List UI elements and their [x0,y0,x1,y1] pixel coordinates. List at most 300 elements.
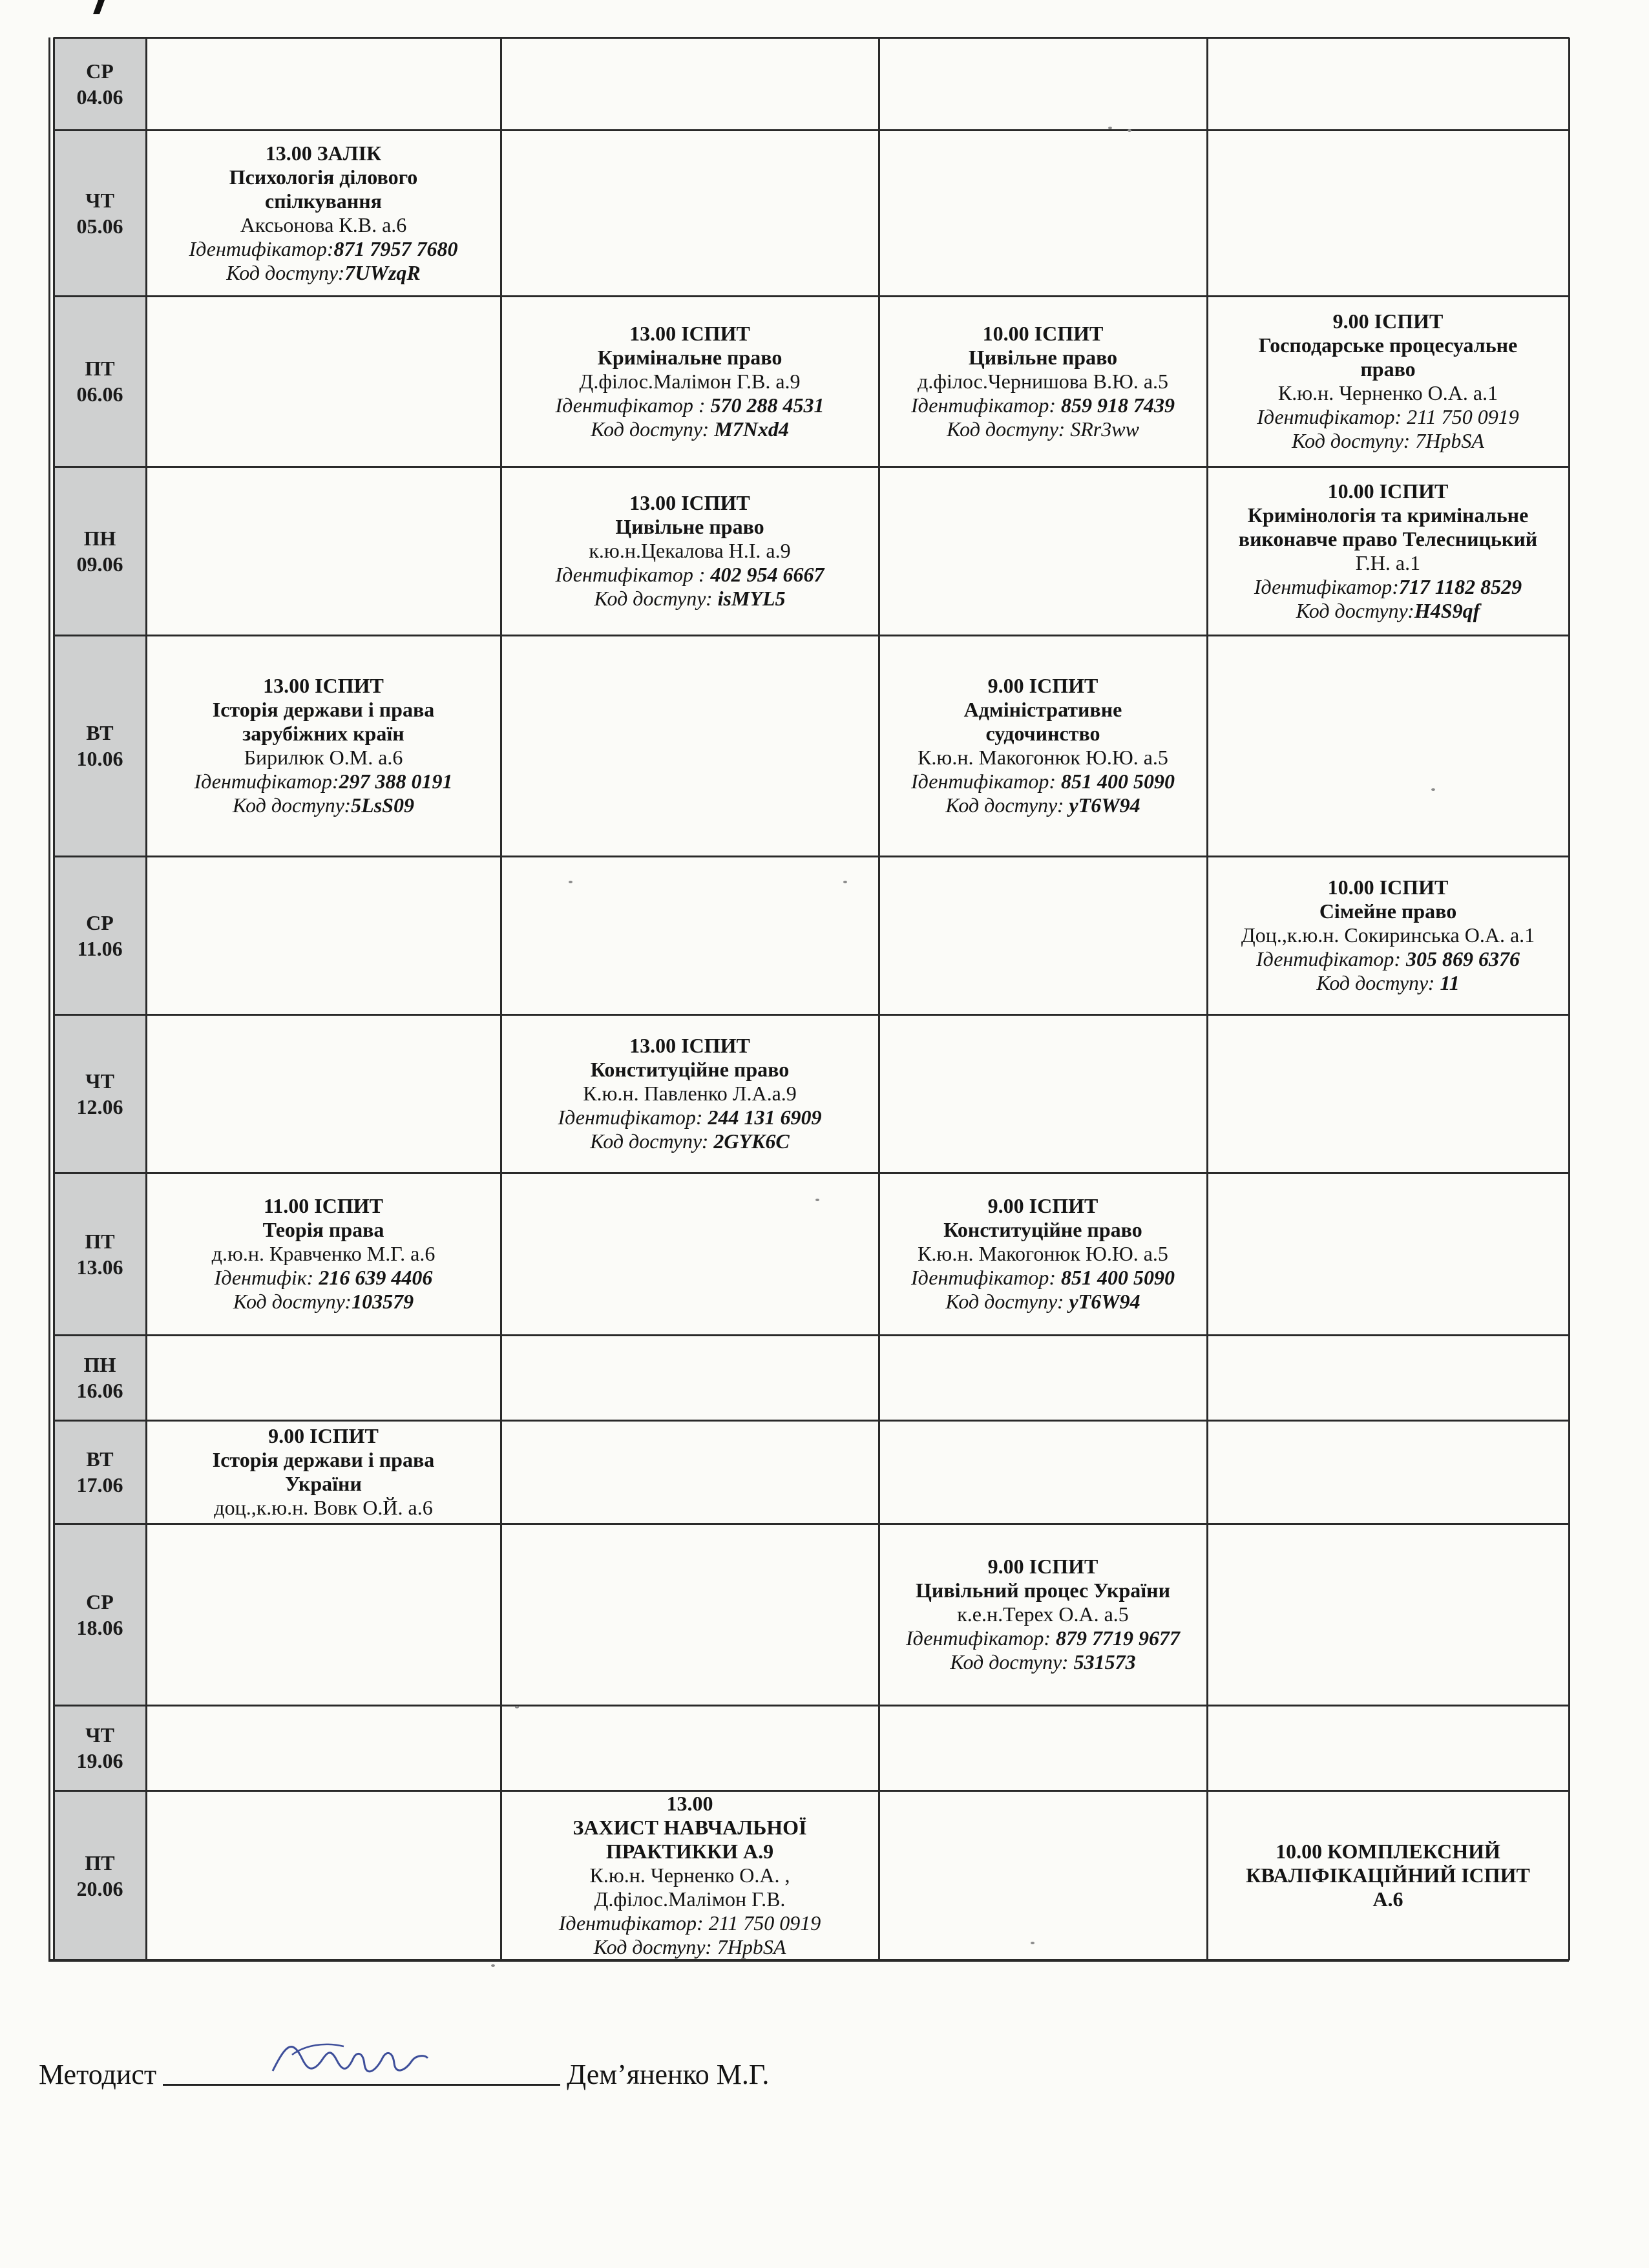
line-text: ЗАХИСТ НАВЧАЛЬНОЇ [572,1816,807,1839]
line-text: право [1360,357,1416,381]
line-text: судочинство [985,722,1100,745]
row-border [54,1334,1569,1336]
line-value: 103579 [352,1290,414,1313]
line-text: д.філос.Чернишова В.Ю. а.5 [917,369,1169,393]
weekday-label: ВТ [86,721,114,744]
access-info-line [1316,971,1459,995]
exam-heading-line [265,189,382,213]
scan-speck [1128,129,1131,132]
teacher-line [590,1864,790,1887]
access-info-line [911,394,1175,417]
access-info-line [233,1290,414,1314]
line-text: 13.00 [666,1792,713,1815]
day-cell [54,130,146,296]
access-info-line [559,1911,821,1935]
teacher-line [918,1242,1168,1266]
empty-cell [501,1705,879,1790]
empty-cell [879,856,1207,1014]
line-text: Ідентифік: [214,1266,319,1289]
exam-heading-line [1328,479,1449,503]
teacher-line [1278,381,1498,405]
row-border [54,635,1569,636]
line-value: yT6W94 [1069,1290,1140,1313]
line-text: Історія держави і права [212,1448,435,1471]
exam-heading-line [985,722,1100,746]
line-value: 570 288 4531 [710,393,824,417]
column-border [53,37,55,1960]
teacher-line [244,746,403,770]
line-text: Код доступу: 7HpbSA [1292,429,1484,452]
row-border [54,1705,1569,1706]
line-text: Код доступу: [590,1129,714,1153]
line-text: спілкування [265,189,382,213]
access-info-line [233,793,414,817]
footer-name: Дем’яненко М.Г. [567,2059,770,2090]
line-text: Код доступу: [1296,598,1414,622]
day-cell [54,37,146,130]
line-text: Кримінологія та кримінальне [1247,503,1529,527]
empty-cell [879,1705,1207,1790]
teacher-line [1241,923,1535,947]
access-info-line [594,587,785,611]
exam-heading-line [606,1840,773,1864]
empty-cell [1207,1420,1569,1524]
access-info-line [590,1129,789,1153]
empty-cell [1207,1335,1569,1420]
date-label: 05.06 [76,214,123,238]
day-cell [54,1173,146,1335]
exam-heading-line [1328,876,1449,899]
line-value: H4S9qf [1414,598,1480,622]
line-text: Адміністративне [963,698,1122,721]
line-text: 9.00 ІСПИТ [987,1555,1098,1578]
scan-speck [1431,788,1435,791]
line-text: Г.Н. а.1 [1355,551,1421,574]
exam-heading-line [263,674,384,698]
weekday-label: ПТ [85,357,115,380]
access-info-line [950,1650,1135,1674]
date-label: 16.06 [76,1379,123,1402]
column-border [1568,37,1570,1960]
weekday-label: ПТ [85,1229,115,1253]
signature-line [163,2045,560,2086]
line-text: Код доступу: [233,793,352,817]
line-text: 13.00 ІСПИТ [629,1034,750,1057]
exam-cell [501,1014,879,1173]
day-cell [54,1524,146,1705]
line-value: 871 7957 7680 [333,236,458,260]
exam-heading-line [263,1218,384,1242]
access-info-line [1256,947,1520,971]
access-info-line [556,394,824,417]
scan-corner-mark [93,0,105,14]
line-value: 297 388 0191 [339,770,453,793]
line-text: Цивільний процес України [915,1579,1170,1602]
access-info-line [945,1290,1140,1314]
access-info-line [947,417,1139,441]
exam-heading-line [1360,357,1415,381]
row-border [54,1420,1569,1422]
line-value: 879 7719 9677 [1055,1626,1180,1650]
exam-heading-line [988,674,1098,698]
teacher-line [1356,551,1420,575]
line-value: 11 [1440,971,1460,994]
exam-cell [1207,467,1569,635]
weekday-label: СР [86,1590,114,1613]
empty-cell [501,1335,879,1420]
exam-heading-line [916,1579,1170,1602]
line-value: 402 954 6667 [710,563,824,586]
line-text: Кримінальне право [597,345,782,369]
line-text: КВАЛІФІКАЦІЙНИЙ ІСПИТ [1246,1864,1530,1887]
scan-speck [1108,127,1112,129]
exam-heading-line [229,165,418,189]
outer-bottom-border [48,1959,1569,1962]
row-border [54,466,1569,468]
line-text: Д.філос.Малімон Г.В. [594,1887,786,1911]
line-text: Історія держави і права [212,698,435,721]
line-value: 305 869 6376 [1405,947,1520,971]
line-text: Ідентифікатор: [911,393,1061,417]
date-label: 06.06 [76,383,123,406]
weekday-label: ЧТ [85,188,114,212]
exam-heading-line [598,346,782,370]
line-text: доц.,к.ю.н. Вовк О.Й. а.6 [214,1496,433,1519]
line-text: Код доступу: SRr3ww [947,417,1139,441]
date-label: 18.06 [76,1615,123,1639]
exam-heading-line [1248,503,1529,527]
line-text: 11.00 ІСПИТ [264,1194,383,1217]
exam-cell [146,635,501,856]
teacher-line [589,539,790,563]
exam-heading-line [1246,1864,1530,1887]
exam-heading-line [983,322,1104,346]
teacher-line [957,1602,1129,1626]
exam-schedule-table [54,37,1569,1960]
line-text: Код доступу: [945,793,1069,817]
day-cell [54,635,146,856]
empty-cell [879,130,1207,296]
line-value: 851 400 5090 [1060,770,1175,793]
exam-cell [146,1173,501,1335]
empty-cell [501,1173,879,1335]
empty-cell [1207,635,1569,856]
exam-heading-line [1239,527,1537,551]
exam-heading-line [264,1194,383,1218]
row-border [54,1790,1569,1792]
teacher-line [214,1496,432,1520]
day-cell [54,1420,146,1524]
empty-cell [146,1790,501,1960]
date-label: 17.06 [76,1473,123,1496]
access-info-line [1296,599,1480,623]
row-border [54,129,1569,131]
line-text: 9.00 ІСПИТ [987,674,1098,697]
exam-heading-line [1372,1887,1403,1911]
exam-cell [1207,296,1569,467]
day-cell [54,1335,146,1420]
line-text: д.ю.н. Кравченко М.Г. а.6 [211,1242,436,1265]
line-text: Ідентифікатор: [906,1626,1056,1650]
line-text: Ідентифікатор: 211 750 0919 [558,1911,821,1935]
line-text: К.ю.н. Макогонюк Ю.Ю. а.5 [918,746,1168,769]
line-text: 10.00 ІСПИТ [1327,876,1449,899]
exam-heading-line [615,515,764,539]
teacher-line [583,1082,797,1106]
day-cell [54,296,146,467]
line-text: Ідентифікатор: [558,1106,708,1129]
line-text: Д.філос.Малімон Г.В. а.9 [579,369,801,393]
line-text: Цивільне право [615,515,764,538]
exam-cell [146,130,501,296]
line-text: Ідентифікатор: [1256,947,1406,971]
line-value: 216 639 4406 [319,1266,433,1289]
line-text: Конституційне право [590,1058,790,1081]
date-label: 10.06 [76,747,123,770]
weekday-label: ПН [83,526,116,550]
line-text: Ідентифікатор: [1254,574,1399,598]
exam-heading-line [943,1218,1142,1242]
exam-cell [879,296,1207,467]
line-value: 717 1182 8529 [1398,574,1522,598]
exam-heading-line [629,1034,750,1058]
line-text: Код доступу: [591,417,715,441]
access-info-line [945,793,1140,817]
weekday-label: ЧТ [85,1723,114,1747]
line-text: Код доступу: 7HpbSA [593,1935,786,1958]
exam-cell [146,1420,501,1524]
empty-cell [1207,37,1569,130]
date-label: 12.06 [76,1095,123,1118]
exam-cell [501,467,879,635]
exam-heading-line [1333,310,1444,333]
empty-cell [879,1790,1207,1960]
line-text: Код доступу: [233,1290,352,1313]
exam-heading-line [629,322,750,346]
empty-cell [1207,130,1569,296]
teacher-line [579,370,800,394]
line-text: К.ю.н. Павленко Л.А.а.9 [583,1082,797,1105]
line-text: Ідентифікатор: [189,236,334,260]
line-text: зарубіжних країн [242,722,404,745]
access-info-line [194,770,453,793]
empty-cell [146,1335,501,1420]
line-text: Ідентифікатор: [194,770,339,793]
line-value: 531573 [1073,1650,1136,1674]
exam-heading-line [1319,899,1456,923]
exam-heading-line [969,346,1117,370]
exam-cell [879,635,1207,856]
signature-footer [39,2045,769,2091]
line-text: Доц.,к.ю.н. Сокиринська О.А. а.1 [1241,923,1535,947]
line-text: Бирилюк О.М. а.6 [244,746,403,769]
line-text: К.ю.н. Макогонюк Ю.Ю. а.5 [918,1242,1168,1265]
row-border [54,37,1569,39]
line-text: Ідентифікатор: [911,1266,1061,1289]
line-text: Код доступу: [945,1290,1069,1313]
column-border [145,37,147,1960]
exam-cell [501,1790,879,1960]
day-cell [54,1790,146,1960]
line-value: 859 918 7439 [1060,393,1175,417]
line-text: 13.00 ІСПИТ [629,491,750,514]
exam-cell [1207,856,1569,1014]
outer-left-border [48,37,50,1960]
line-text: Ідентифікатор: [911,770,1061,793]
column-border [878,37,880,1960]
date-label: 04.06 [76,85,123,109]
line-value: isMYL5 [717,587,786,610]
line-text: 10.00 ІСПИТ [982,321,1104,345]
access-info-line [1292,429,1484,453]
line-text: Код доступу: [1316,971,1440,994]
date-label: 11.06 [77,936,123,960]
access-info-line [911,770,1175,793]
exam-cell [1207,1790,1569,1960]
teacher-line [918,746,1168,770]
day-cell [54,1014,146,1173]
scan-speck [569,881,572,883]
row-border [54,1523,1569,1525]
line-text: України [285,1472,362,1495]
line-text: А.6 [1372,1887,1403,1911]
day-cell [54,467,146,635]
line-text: Ідентифікатор : [555,563,711,586]
column-border [1206,37,1208,1960]
line-text: Аксьонова К.В. а.6 [240,213,407,236]
teacher-line [918,370,1168,394]
empty-cell [879,1420,1207,1524]
line-value: 851 400 5090 [1060,1266,1175,1289]
line-text: 9.00 ІСПИТ [1332,310,1444,333]
exam-heading-line [572,1816,806,1840]
weekday-label: СР [86,910,114,934]
line-text: Конституційне право [943,1218,1142,1241]
empty-cell [501,635,879,856]
empty-cell [879,37,1207,130]
date-label: 20.06 [76,1876,123,1900]
exam-heading-line [988,1194,1098,1218]
weekday-label: ЧТ [85,1069,114,1093]
teacher-line [594,1887,786,1911]
line-text: Ідентифікатор : [555,393,711,417]
weekday-label: ПТ [85,1851,115,1874]
line-text: 13.00 ЗАЛІК [265,141,382,165]
access-info-line [906,1626,1180,1650]
exam-heading-line [667,1792,713,1816]
access-info-line [1254,575,1522,599]
exam-cell [879,1524,1207,1705]
line-text: К.ю.н. Черненко О.А. а.1 [1277,381,1498,404]
access-info-line [556,563,824,587]
row-border [54,295,1569,297]
exam-heading-line [213,1448,434,1472]
scan-speck [1031,1942,1035,1944]
teacher-line [240,213,407,237]
exam-heading-line [213,698,434,722]
scan-speck [491,1964,495,1967]
exam-cell [501,296,879,467]
weekday-label: ВТ [86,1447,114,1471]
exam-heading-line [285,1472,362,1496]
signature-icon [266,2032,434,2090]
access-info-line [215,1266,433,1290]
line-text: виконавче право Телесницький [1238,527,1538,551]
empty-cell [501,37,879,130]
scan-speck [815,1199,819,1201]
exam-heading-line [1276,1840,1500,1864]
empty-cell [501,1524,879,1705]
exam-cell [879,1173,1207,1335]
empty-cell [1207,1173,1569,1335]
line-value: M7Nxd4 [714,417,789,441]
empty-cell [146,296,501,467]
line-text: 13.00 ІСПИТ [263,674,384,697]
column-border [500,37,502,1960]
line-text: Теорія права [262,1218,384,1241]
line-value: 7UWzqR [344,260,421,284]
access-info-line [189,237,458,261]
empty-cell [879,467,1207,635]
teacher-line [212,1242,436,1266]
empty-cell [146,856,501,1014]
day-cell [54,1705,146,1790]
line-text: 10.00 ІСПИТ [1327,479,1449,503]
line-text: Код доступу: [226,260,345,284]
line-text: Сімейне право [1319,899,1457,923]
exam-heading-line [964,698,1122,722]
line-value: 5LsS09 [351,793,414,817]
exam-heading-line [268,1424,379,1448]
exam-heading-line [266,142,382,165]
line-text: Господарське процесуальне [1258,333,1518,357]
access-info-line [911,1266,1175,1290]
empty-cell [1207,1014,1569,1173]
line-value: 2GYK6C [713,1129,790,1153]
empty-cell [879,1014,1207,1173]
empty-cell [146,1014,501,1173]
exam-heading-line [591,1058,789,1082]
row-border [54,1172,1569,1174]
line-text: Психологія ділового [229,165,418,189]
exam-heading-line [242,722,404,746]
empty-cell [146,467,501,635]
access-info-line [591,417,789,441]
date-label: 09.06 [76,552,123,576]
date-label: 19.06 [76,1749,123,1772]
line-text: 9.00 ІСПИТ [268,1424,379,1447]
access-info-line [1257,405,1519,429]
weekday-label: ПН [83,1353,116,1376]
empty-cell [501,130,879,296]
empty-cell [1207,1524,1569,1705]
day-cell [54,856,146,1014]
exam-heading-line [629,491,750,515]
exam-heading-line [988,1555,1098,1579]
empty-cell [501,1420,879,1524]
line-text: 13.00 ІСПИТ [629,321,750,345]
line-text: Ідентифікатор: 211 750 0919 [1257,405,1519,428]
row-border [54,1014,1569,1016]
line-text: Код доступу: [950,1650,1074,1674]
weekday-label: СР [86,59,114,83]
line-text: к.ю.н.Цекалова Н.І. а.9 [589,539,791,562]
access-info-line [558,1106,822,1129]
exam-heading-line [1259,333,1518,357]
empty-cell [501,856,879,1014]
empty-cell [879,1335,1207,1420]
line-text: к.е.н.Терех О.А. а.5 [957,1602,1129,1626]
